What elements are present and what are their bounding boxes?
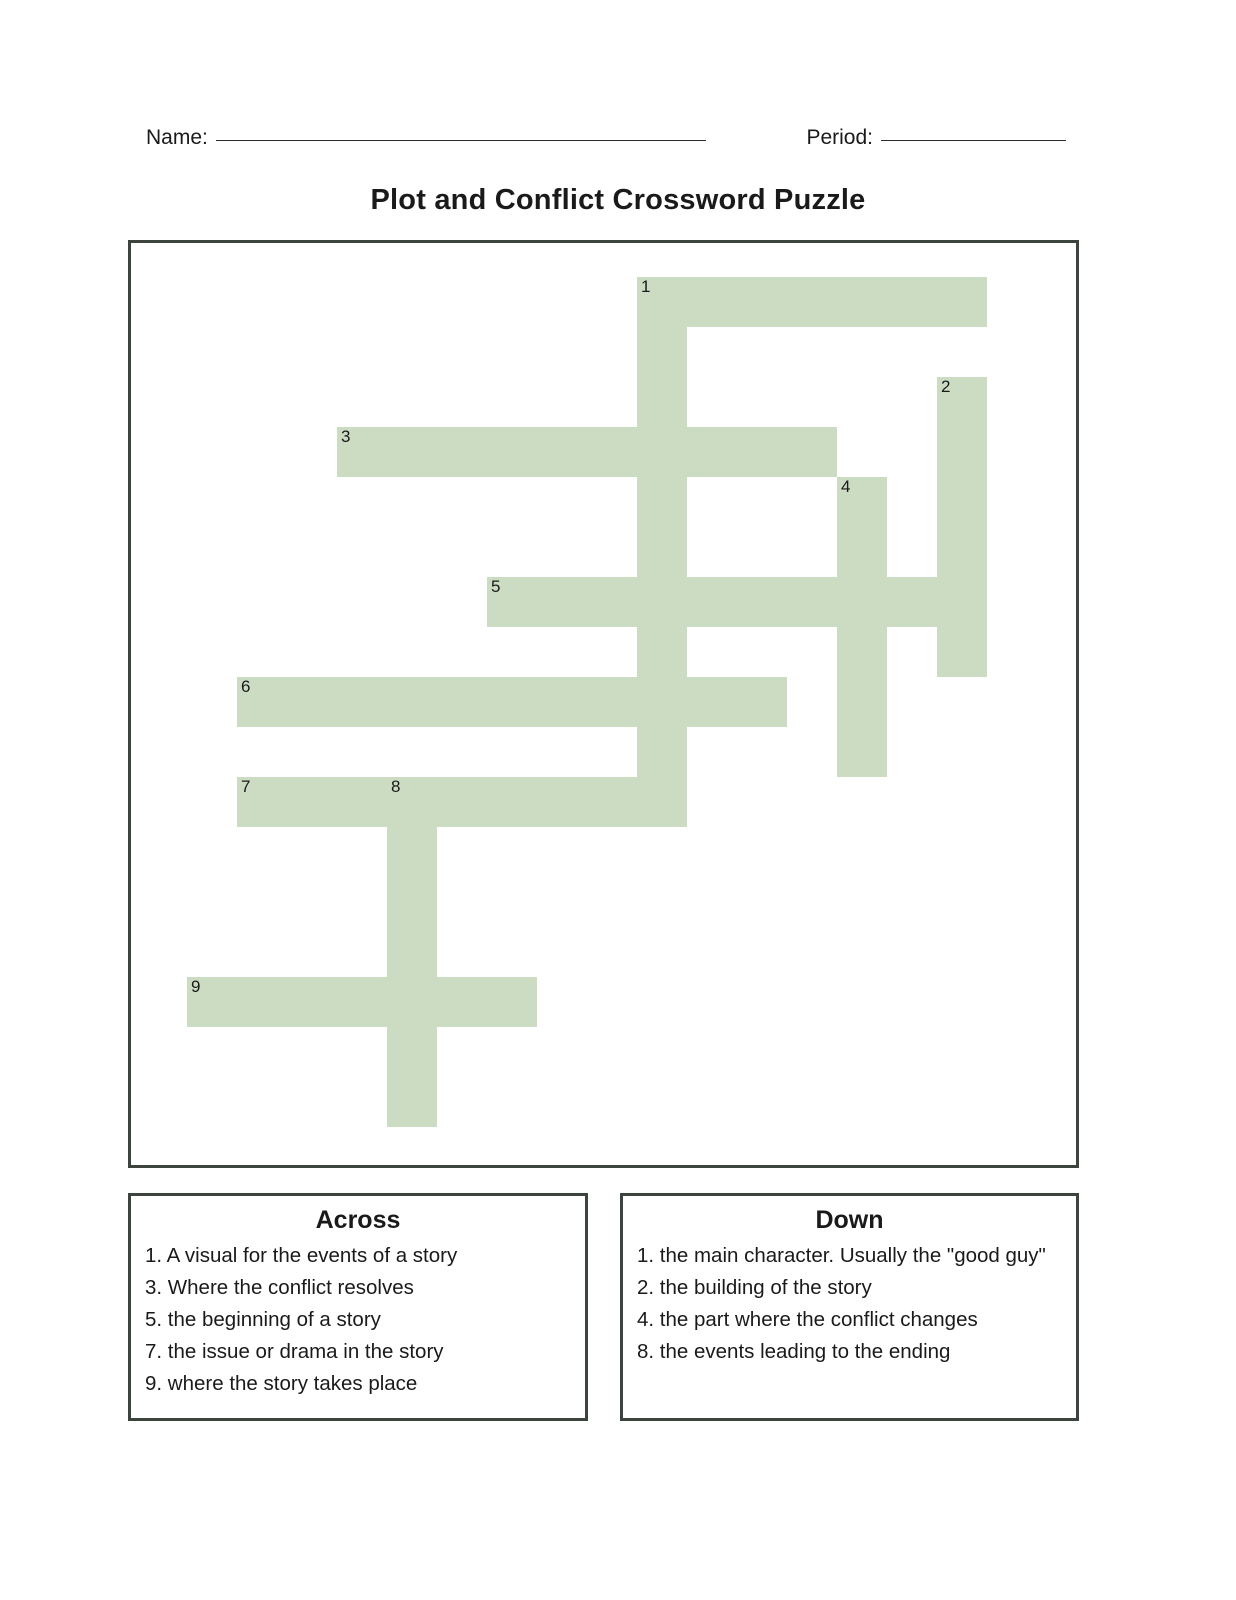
cell-number: 7 bbox=[241, 777, 251, 796]
crossword-cell[interactable] bbox=[337, 777, 387, 827]
crossword-cell[interactable] bbox=[387, 427, 437, 477]
crossword-cell[interactable] bbox=[237, 777, 287, 827]
crossword-cell[interactable] bbox=[737, 277, 787, 327]
crossword-grid[interactable] bbox=[131, 243, 1076, 1165]
crossword-cell[interactable] bbox=[287, 777, 337, 827]
crossword-cell[interactable] bbox=[437, 977, 487, 1027]
crossword-cell[interactable] bbox=[687, 677, 737, 727]
crossword-cell[interactable] bbox=[437, 777, 487, 827]
crossword-cell[interactable] bbox=[787, 277, 837, 327]
crossword-cell[interactable] bbox=[937, 477, 987, 527]
crossword-cell[interactable] bbox=[637, 727, 687, 777]
crossword-cell[interactable] bbox=[487, 777, 537, 827]
crossword-cell[interactable] bbox=[537, 577, 587, 627]
across-clue-1: 1. A visual for the events of a story bbox=[145, 1244, 458, 1267]
crossword-cell[interactable] bbox=[937, 577, 987, 627]
cell-number: 2 bbox=[941, 377, 951, 396]
crossword-cell[interactable] bbox=[837, 727, 887, 777]
crossword-cell[interactable] bbox=[787, 427, 837, 477]
crossword-cell[interactable] bbox=[337, 677, 387, 727]
crossword-cell[interactable] bbox=[637, 777, 687, 827]
crossword-cell[interactable] bbox=[837, 277, 887, 327]
down-clue-8: 8. the events leading to the ending bbox=[637, 1340, 951, 1364]
crossword-cell[interactable] bbox=[687, 277, 737, 327]
crossword-cell[interactable] bbox=[837, 477, 887, 527]
name-input-line[interactable] bbox=[216, 140, 706, 141]
crossword-cell[interactable] bbox=[587, 427, 637, 477]
across-clue-3: 3. Where the conflict resolves bbox=[145, 1276, 414, 1300]
cell-number: 9 bbox=[191, 977, 201, 996]
across-clue-9: 9. where the story takes place bbox=[145, 1372, 418, 1396]
crossword-cell[interactable] bbox=[387, 1077, 437, 1127]
crossword-cell[interactable] bbox=[237, 977, 287, 1027]
crossword-cell[interactable] bbox=[837, 577, 887, 627]
crossword-cell[interactable] bbox=[887, 577, 937, 627]
crossword-cell[interactable] bbox=[537, 677, 587, 727]
cell-number: 1 bbox=[641, 277, 651, 296]
worksheet-header bbox=[146, 126, 1066, 150]
page-title: Plot and Conflict Crossword Puzzle bbox=[370, 184, 866, 216]
crossword-cell[interactable] bbox=[837, 527, 887, 577]
crossword-cell[interactable] bbox=[537, 427, 587, 477]
crossword-cell[interactable] bbox=[937, 377, 987, 427]
crossword-cell[interactable] bbox=[387, 827, 437, 877]
cell-number: 4 bbox=[841, 477, 851, 496]
crossword-cell[interactable] bbox=[387, 777, 437, 827]
down-clue-4: 4. the part where the conflict changes bbox=[637, 1308, 978, 1332]
crossword-cell[interactable] bbox=[337, 427, 387, 477]
crossword-cell[interactable] bbox=[637, 377, 687, 427]
crossword-cell[interactable] bbox=[687, 427, 737, 477]
crossword-cell[interactable] bbox=[387, 877, 437, 927]
crossword-cell[interactable] bbox=[737, 427, 787, 477]
across-heading: Across bbox=[315, 1206, 401, 1234]
crossword-cell[interactable] bbox=[637, 427, 687, 477]
crossword-cell[interactable] bbox=[387, 927, 437, 977]
crossword-cell[interactable] bbox=[937, 427, 987, 477]
crossword-cell[interactable] bbox=[537, 777, 587, 827]
crossword-cell[interactable] bbox=[637, 577, 687, 627]
crossword-cell[interactable] bbox=[787, 577, 837, 627]
crossword-cell[interactable] bbox=[587, 677, 637, 727]
crossword-cell[interactable] bbox=[487, 677, 537, 727]
across-clue-7: 7. the issue or drama in the story bbox=[145, 1340, 444, 1364]
crossword-cell[interactable] bbox=[337, 977, 387, 1027]
clues-section bbox=[128, 1193, 1079, 1421]
crossword-grid-frame bbox=[128, 240, 1079, 1168]
down-heading: Down bbox=[815, 1206, 884, 1234]
across-clue-5: 5. the beginning of a story bbox=[145, 1308, 381, 1332]
across-clue-box bbox=[128, 1193, 588, 1421]
crossword-cell[interactable] bbox=[637, 527, 687, 577]
crossword-cell[interactable] bbox=[287, 977, 337, 1027]
crossword-cell[interactable] bbox=[887, 277, 937, 327]
cell-number: 6 bbox=[241, 677, 251, 696]
crossword-cell[interactable] bbox=[637, 627, 687, 677]
crossword-cell[interactable] bbox=[587, 577, 637, 627]
crossword-cell[interactable] bbox=[437, 677, 487, 727]
crossword-cell[interactable] bbox=[687, 577, 737, 627]
down-clue-box bbox=[620, 1193, 1079, 1421]
crossword-cell[interactable] bbox=[937, 627, 987, 677]
name-label: Name: bbox=[146, 126, 208, 149]
crossword-cell[interactable] bbox=[737, 677, 787, 727]
down-clue-2: 2. the building of the story bbox=[637, 1276, 872, 1300]
cell-number: 8 bbox=[391, 777, 401, 796]
crossword-cell[interactable] bbox=[737, 577, 787, 627]
crossword-cell[interactable] bbox=[637, 677, 687, 727]
crossword-cell[interactable] bbox=[237, 677, 287, 727]
crossword-cell[interactable] bbox=[487, 977, 537, 1027]
crossword-cell[interactable] bbox=[187, 977, 237, 1027]
cell-number: 5 bbox=[491, 577, 501, 596]
crossword-cell[interactable] bbox=[837, 627, 887, 677]
period-input-line[interactable] bbox=[881, 140, 1066, 141]
crossword-cell[interactable] bbox=[287, 677, 337, 727]
down-clue-1: 1. the main character. Usually the "good guy" bbox=[637, 1244, 1046, 1267]
crossword-cell[interactable] bbox=[387, 677, 437, 727]
crossword-cell[interactable] bbox=[437, 427, 487, 477]
crossword-cell[interactable] bbox=[487, 577, 537, 627]
crossword-cell[interactable] bbox=[387, 977, 437, 1027]
crossword-cell[interactable] bbox=[387, 1027, 437, 1077]
crossword-cell[interactable] bbox=[487, 427, 537, 477]
crossword-cell[interactable] bbox=[637, 277, 687, 327]
cell-number: 3 bbox=[341, 427, 351, 446]
period-label: Period: bbox=[806, 126, 873, 149]
crossword-cell[interactable] bbox=[937, 527, 987, 577]
crossword-cell[interactable] bbox=[837, 677, 887, 727]
crossword-cell[interactable] bbox=[937, 277, 987, 327]
crossword-cell[interactable] bbox=[587, 777, 637, 827]
crossword-cell[interactable] bbox=[637, 477, 687, 527]
crossword-cell[interactable] bbox=[637, 327, 687, 377]
